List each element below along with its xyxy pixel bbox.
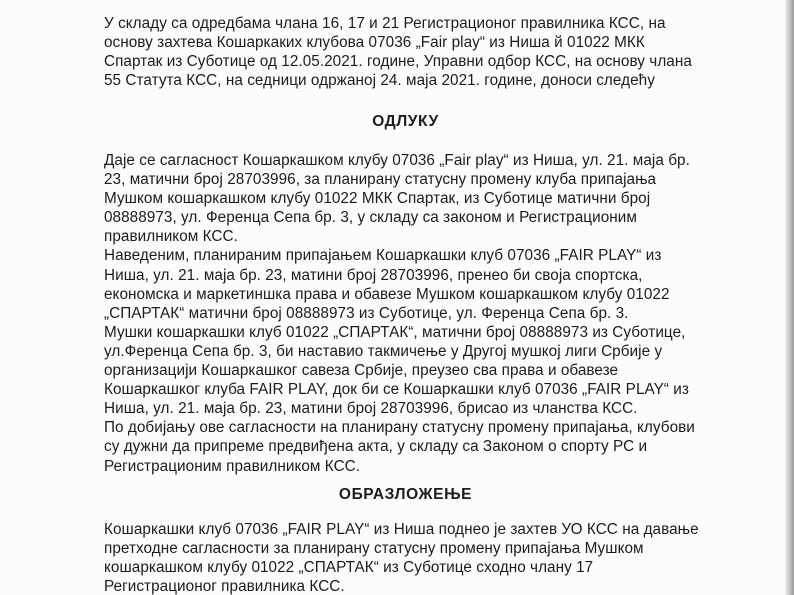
decision-section [104, 151, 707, 476]
explanation-section [104, 520, 707, 595]
scan-edge-shadow [785, 0, 794, 595]
decision-paragraph-3: Мушки кошаркашки клуб 01022 „СПАРТАК“, матични број 08888973 из Суботице, ул.Ференца Сепа бр. 3, би наставио такмичење у Другој мушкој лиги Србије у организацији Кошаркашког савеза Србије, преузео сва права и обавезе Кошаркашког клуба FAIR PLAY, док би се Кошаркашки клуб 07036 „FAIR PLAY“ из Ниша, ул. 21. маја бр. 23, матини број 28703996, брисао из чланства КСС. [104, 323, 689, 418]
intro-section [104, 14, 707, 90]
decision-paragraph-1: Даје се сагласност Кошаркашком клубу 07036 „Fair play“ из Ниша, ул. 21. маја бр. 23, матични број 28703996, за планирану статусну промену клуба припајања Мушком кошаркашком клубу 01022 МКК Спартак, из Суботице матични број 08888973, ул. Ференца Сепа бр. 3, у складу са законом и Регистрационим правилником КСС. [104, 152, 690, 246]
explanation-heading: ОБРАЗЛОЖЕЊЕ [338, 486, 473, 503]
decision-paragraph-2: Наведеним, планираним припајањем Кошаркашки клуб 07036 „FAIR PLAY“ из Ниша, ул. 21. маја бр. 23, матини број 28703996, пренео би своја спортска, економска и маркетиншка права и обавезе Мушком кошаркашком клубу 01022 „СПАРТАК“ матични број 08888973 из Суботице, ул. Ференца Сепа бр. 3. [104, 247, 670, 322]
decision-heading: ОДЛУКУ [372, 113, 439, 130]
explanation-paragraph: Кошаркашки клуб 07036 „FAIR PLAY“ из Ниша поднео је захтев УО КСС на давање претходне сагласности за планирану статусну промену припајања Мушком кошаркашком клубу 01022 „СПАРТАК“ из Суботице сходно члану 17 Регистрационог правилника КСС. [104, 521, 699, 595]
intro-paragraph: У складу са одредбама члана 16, 17 и 21 Регистрационог правилника КСС, на основу захтева Кошаркаких клубова 07036 „Fair play“ из Ниша й 01022 МКК Спартак из Суботице од 12.05.2021. године, Управни одбор КСС, на основу члана 55 Статута КСС, на седници одржаној 24. маја 2021. године, доноси следећу [104, 15, 692, 90]
decision-paragraph-4: По добијању ове сагласности на планирану статусну промену припајања, клубови су дужни да припреме предвиђена акта, у складу са Законом о спорту РС и Регистрационим правилником КСС. [104, 419, 695, 475]
